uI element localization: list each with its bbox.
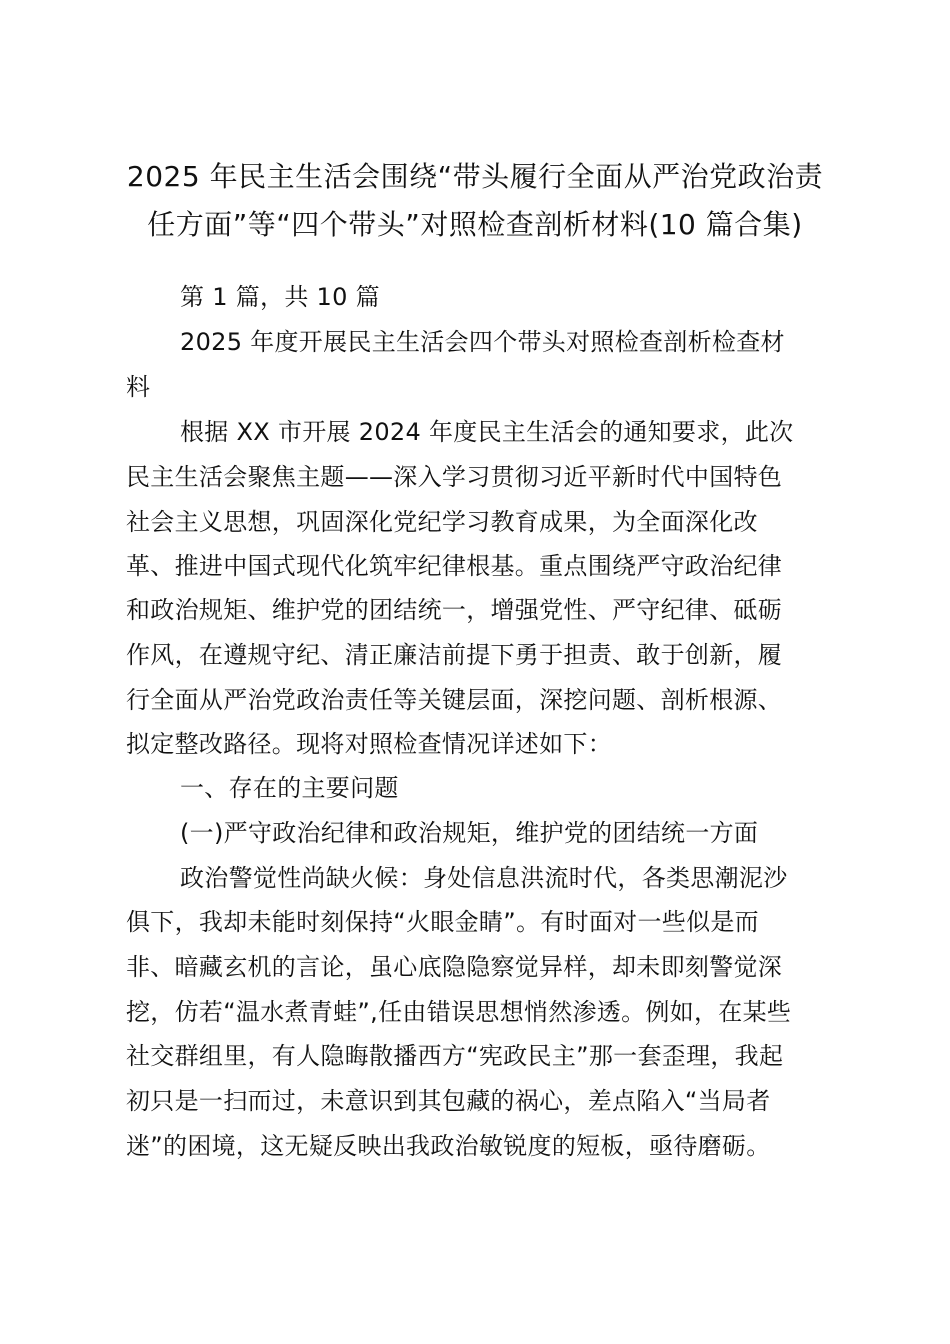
paragraph-line: 社会主义思想，巩固深化党纪学习教育成果，为全面深化改	[126, 508, 758, 536]
paragraph-line: 民主生活会聚焦主题——深入学习贯彻习近平新时代中国特色	[126, 463, 783, 491]
body-line: 俱下，我却未能时刻保持“火眼金睛”。有时面对一些似是而	[126, 908, 759, 936]
body-line: 挖，仿若“温水煮青蛙”,任由错误思想悄然渗透。例如，在某些	[126, 998, 792, 1026]
section-heading: 一、存在的主要问题	[180, 774, 399, 802]
body-line: 迷”的困境，这无疑反映出我政治敏锐度的短板，亟待磨砺。	[126, 1132, 771, 1160]
title-line-1: 2025 年民主生活会围绕“带头履行全面从严治党政治责	[126, 160, 824, 193]
paragraph-line: 作风，在遵规守纪、清正廉洁前提下勇于担责、敢于创新，履	[126, 641, 783, 669]
body-line: 社交群组里，有人隐晦散播西方“宪政民主”那一套歪理，我起	[126, 1042, 784, 1070]
document-title	[0, 153, 950, 249]
heading-line-2: 料	[126, 373, 151, 401]
body-line: 初只是一扫而过，未意识到其包藏的祸心，差点陷入“当局者	[126, 1087, 771, 1115]
paragraph-line: 根据 XX 市开展 2024 年度民主生活会的通知要求，此次	[180, 418, 794, 446]
body-line: 非、暗藏玄机的言论，虽心底隐隐察觉异样，却未即刻警觉深	[126, 953, 783, 981]
subtitle: 第 1 篇，共 10 篇	[180, 283, 380, 311]
body-line: 政治警觉性尚缺火候：身处信息洪流时代，各类思潮泥沙	[180, 864, 788, 892]
heading-line-1: 2025 年度开展民主生活会四个带头对照检查剖析检查材	[180, 328, 785, 356]
paragraph-line: 行全面从严治党政治责任等关键层面，深挖问题、剖析根源、	[126, 686, 783, 714]
title-line-2: 任方面”等“四个带头”对照检查剖析材料(10 篇合集)	[147, 208, 803, 241]
paragraph-line: 拟定整改路径。现将对照检查情况详述如下：	[126, 730, 612, 758]
paragraph-line: 革、推进中国式现代化筑牢纪律根基。重点围绕严守政治纪律	[126, 552, 783, 580]
subsection-heading: (一)严守政治纪律和政治规矩，维护党的团结统一方面	[180, 819, 759, 847]
paragraph-line: 和政治规矩、维护党的团结统一，增强党性、严守纪律、砥砺	[126, 596, 783, 624]
